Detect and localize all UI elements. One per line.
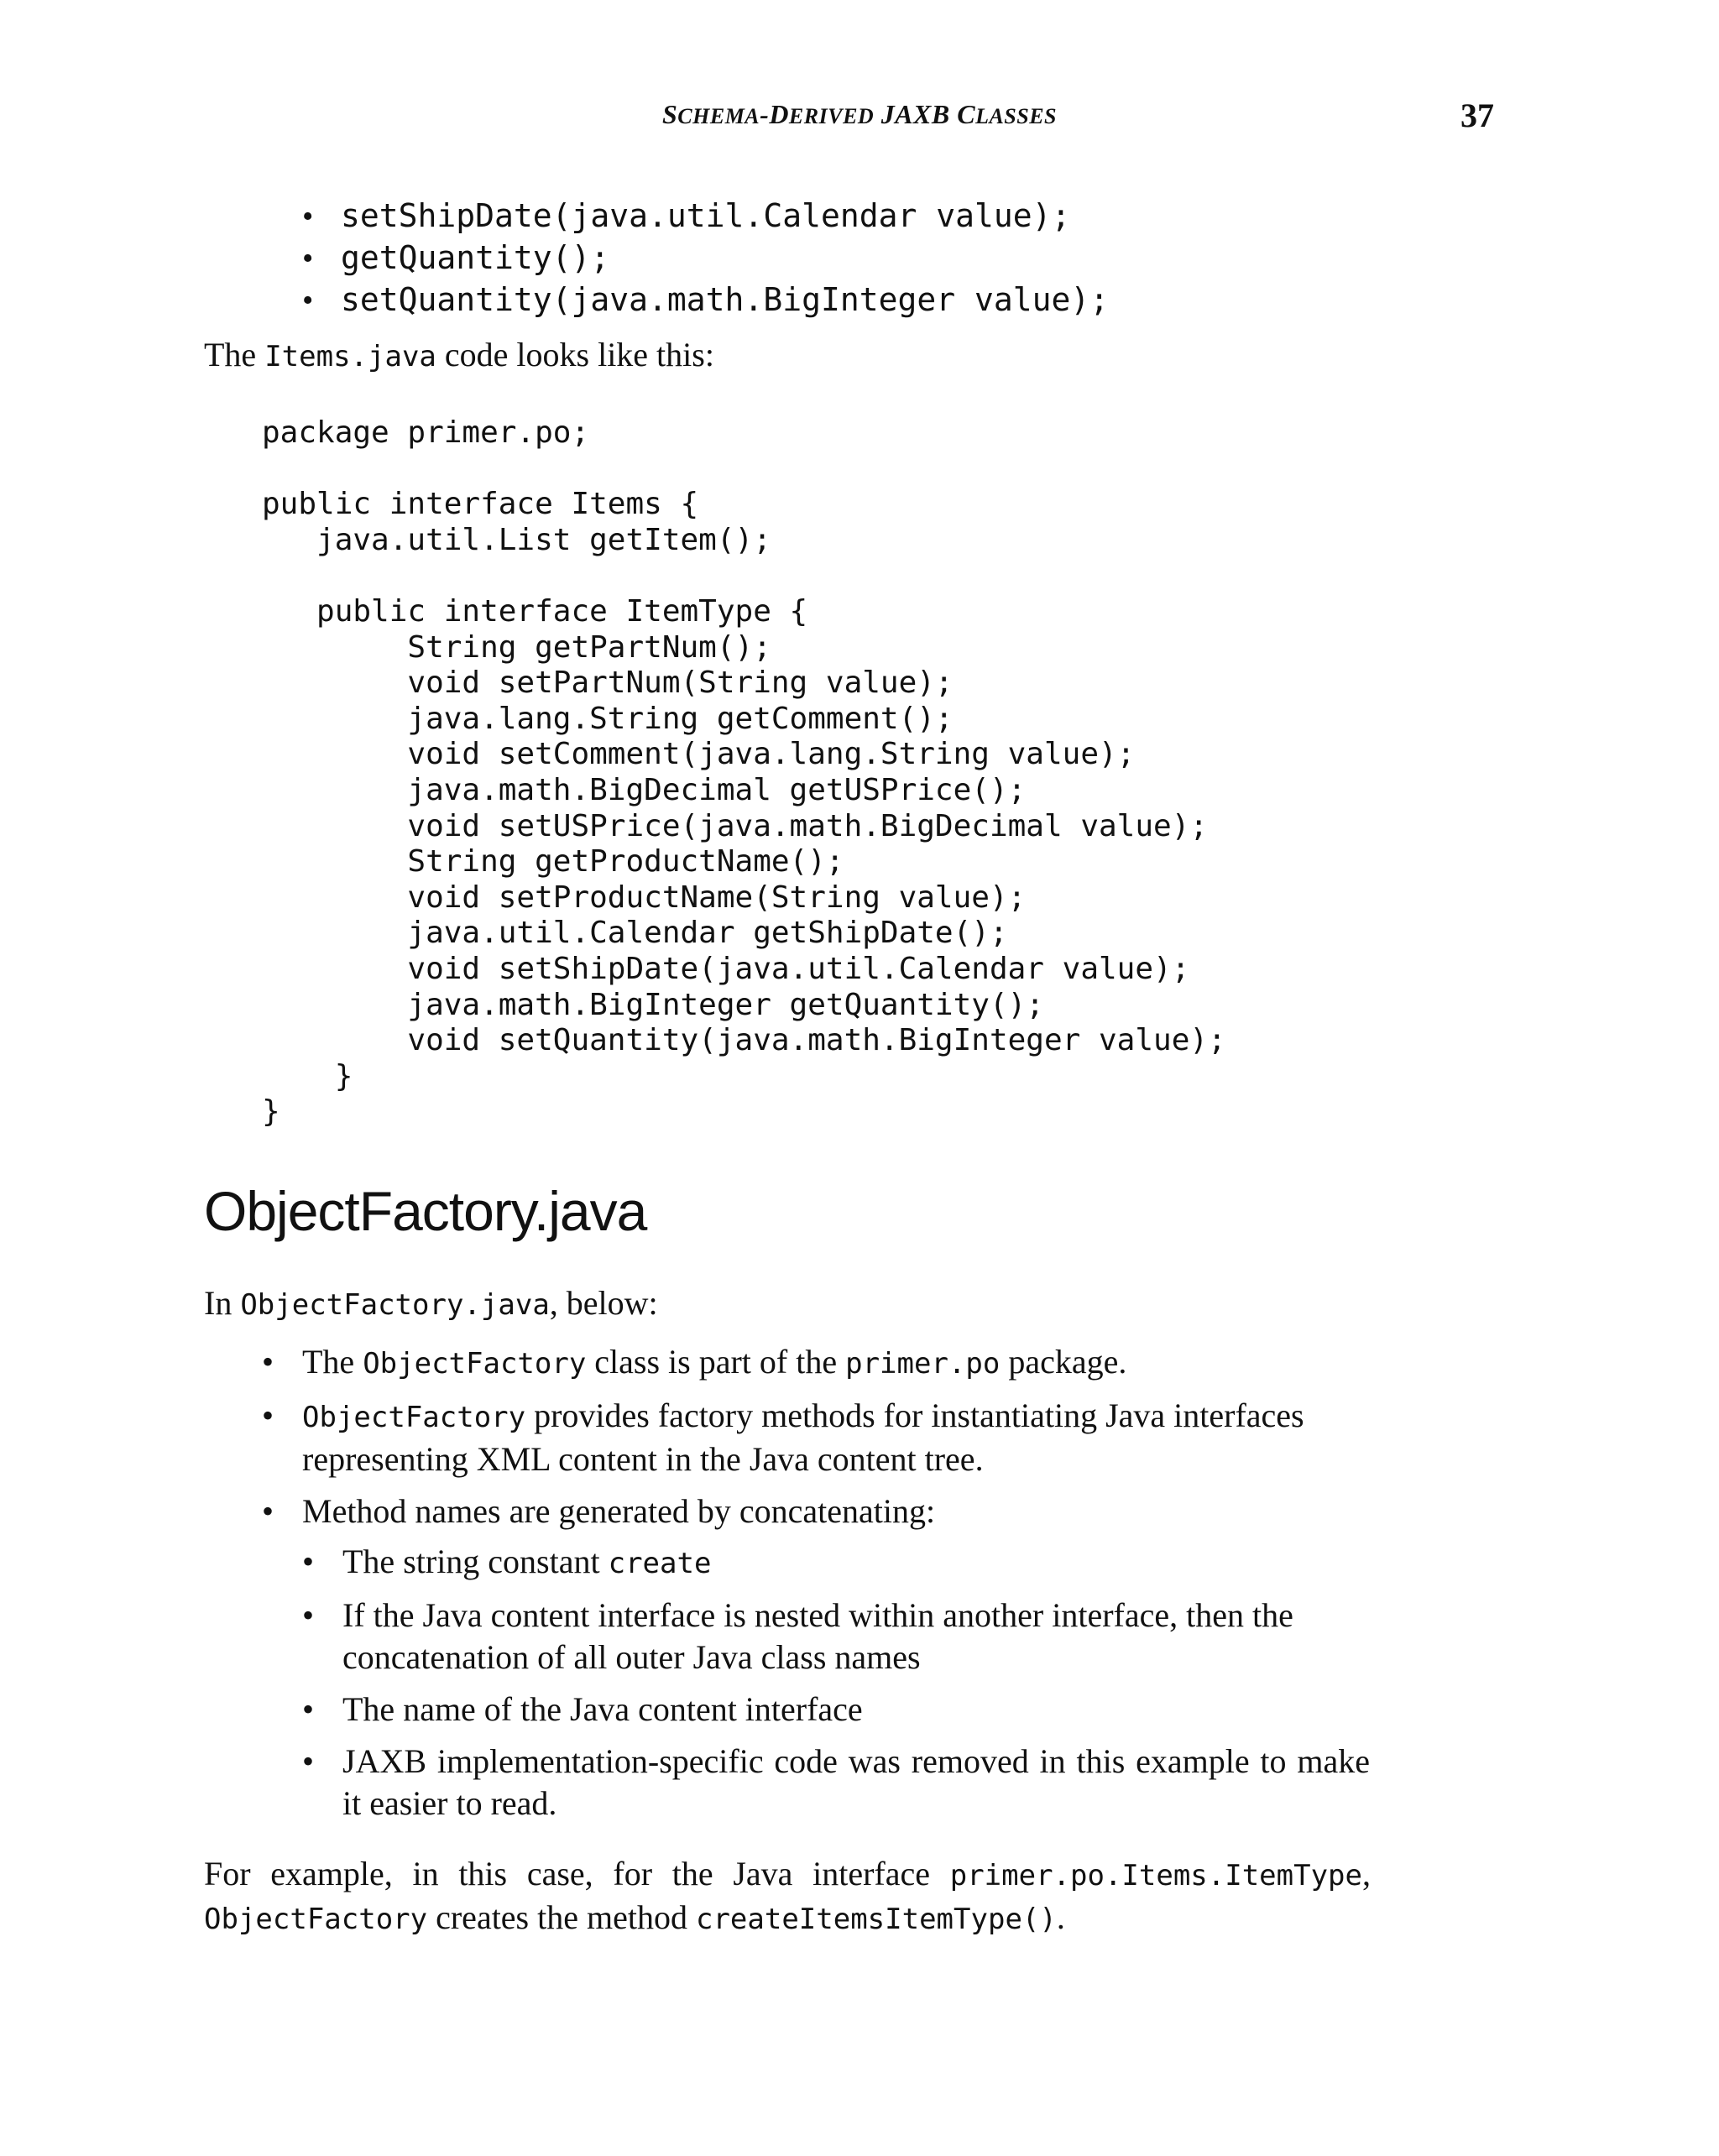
list-item: • setQuantity(java.math.BigInteger value); <box>302 279 1109 321</box>
list-item <box>302 1689 1370 1731</box>
list-item <box>302 1595 1370 1678</box>
list-item <box>262 1341 1370 1385</box>
text-run: JAXB implementation-specific code was removed in this example to make it easier to read. <box>342 1742 1370 1822</box>
text-run: class is part of the <box>586 1343 846 1381</box>
inline-code: ObjectFactory <box>363 1347 587 1381</box>
running-head-part: ERIVED <box>788 104 875 128</box>
inline-code: primer.po.Items.ItemType <box>949 1859 1362 1892</box>
running-head-part: JAXB C <box>874 99 976 129</box>
inline-code: create <box>608 1547 712 1580</box>
inline-code: ObjectFactory.java <box>240 1288 550 1322</box>
text-run: The string constant <box>342 1543 609 1580</box>
list-item: • getQuantity(); <box>302 237 1109 279</box>
objectfactory-intro-paragraph <box>204 1282 1362 1326</box>
text-run: package. <box>1000 1343 1127 1381</box>
text-run: , <box>1362 1855 1371 1892</box>
items-intro-paragraph <box>204 334 1362 378</box>
list-item <box>262 1395 1370 1480</box>
running-head-part: LASSES <box>975 104 1058 128</box>
inline-code: primer.po <box>845 1347 1001 1381</box>
method-name-sub-bullet-list <box>302 1541 1370 1835</box>
text-run: creates the method <box>427 1898 696 1936</box>
text-run: The <box>204 336 265 373</box>
page-number: 37 <box>1460 97 1494 134</box>
inline-code: ObjectFactory <box>302 1401 526 1434</box>
inline-code: Items.java <box>264 340 436 373</box>
list-item <box>302 1541 1370 1584</box>
list-item <box>302 1741 1370 1825</box>
text-run: In <box>204 1284 241 1322</box>
inline-code: ObjectFactory <box>204 1903 428 1936</box>
text-run: , below: <box>549 1284 658 1322</box>
text-run: code looks like this: <box>436 336 714 373</box>
running-head-part: -D <box>760 99 789 129</box>
list-item: • setShipDate(java.util.Calendar value); <box>302 195 1109 237</box>
text-run: . <box>1056 1898 1065 1936</box>
method-bullet-list <box>302 195 1109 321</box>
text-run: provides factory methods for instantiating Java interfaces representing XML content in the Java content tree. <box>302 1396 1304 1478</box>
section-heading: ObjectFactory.java <box>204 1180 647 1242</box>
text-run: The <box>302 1343 363 1381</box>
code-listing: package primer.po; public interface Items { java.util.List getItem(); public interface ItemType { String getPartNum(); void setPartNum(String value); java.lang.String getComment(); void setComment(java.lang.String value); java.math.BigDecimal getUSPrice(); void setUSPrice(java.math.BigDecimal value); String getProductName(); void setProductName(String value); java.util.Calendar getShipDate(); void setShipDate(java.util.Calendar value); java.math.BigInteger getQuantity(); void setQuantity(java.math.BigInteger value); } } <box>262 415 1226 1130</box>
text-run: If the Java content interface is nested within another interface, then the concatenation of all outer Java class names <box>342 1596 1293 1676</box>
text-run: The name of the Java content interface <box>342 1690 863 1728</box>
text-run: For example, in this case, for the Java interface <box>204 1855 950 1892</box>
running-head-part: S <box>661 99 678 129</box>
running-head-part: CHEMA <box>677 104 760 128</box>
objectfactory-bullet-list <box>262 1341 1370 1543</box>
text-run: Method names are generated by concatenating: <box>302 1492 936 1530</box>
example-paragraph <box>204 1853 1371 1940</box>
list-item <box>262 1490 1370 1532</box>
inline-code: createItemsItemType() <box>695 1903 1057 1936</box>
